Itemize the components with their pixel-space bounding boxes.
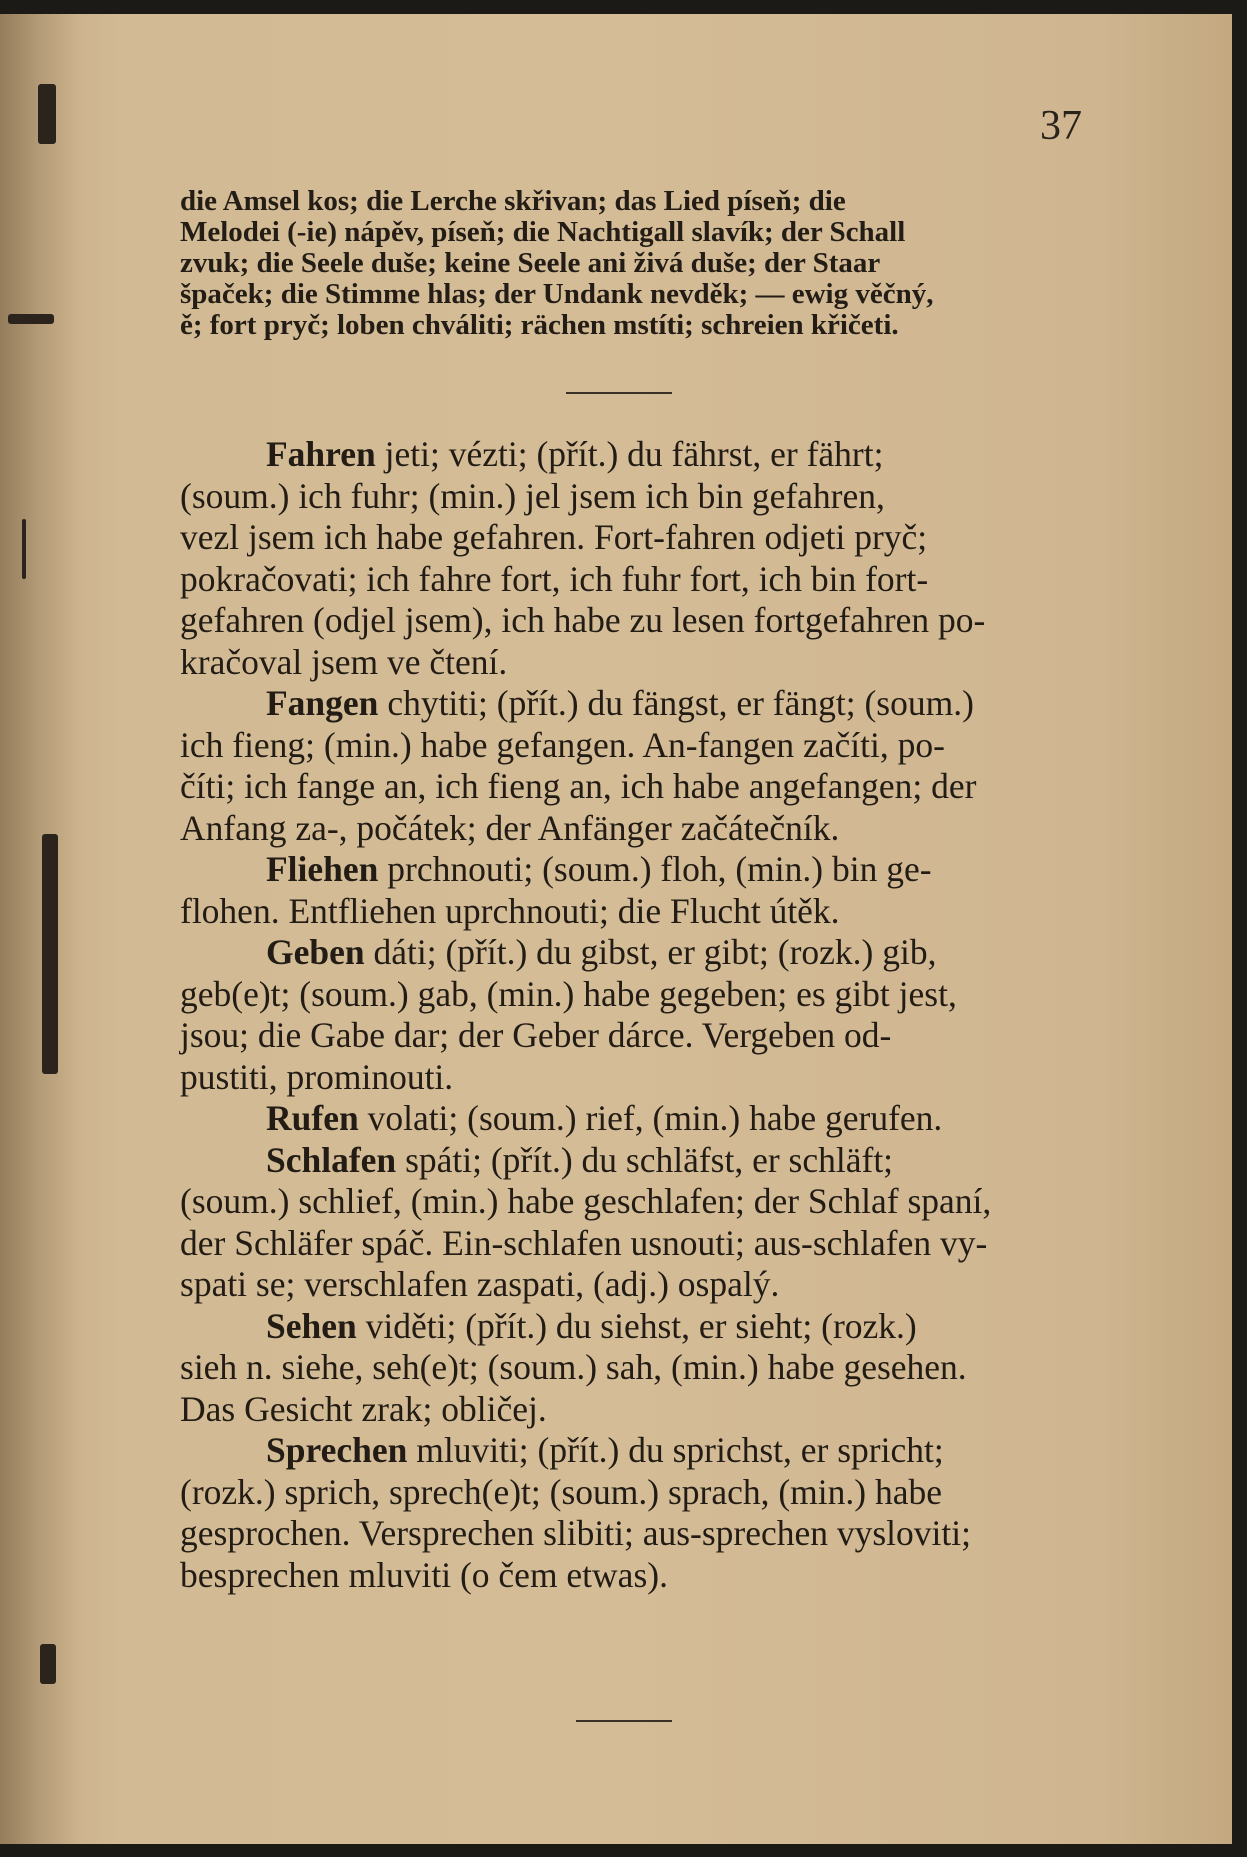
vocabulary-line: Melodei (-ie) nápěv, píseň; die Nachtigall slavík; der Schall [180, 216, 906, 248]
entry-fliehen: Fliehen prchnouti; (soum.) floh, (min.) bin ge- flohen. Entfliehen uprchnouti; die Flucht útěk. [180, 849, 1090, 932]
dictionary-entries [180, 434, 1090, 1596]
entry-line: flohen. Entfliehen uprchnouti; die Flucht útěk. [180, 890, 840, 931]
entry-headword: Schlafen [266, 1139, 397, 1180]
entry-headword: Fangen [266, 683, 379, 723]
ink-mark [42, 834, 58, 1074]
entry-headword: Fliehen [266, 849, 379, 889]
ink-mark [22, 519, 26, 579]
entry-sprechen: Sprechen mluviti; (přít.) du sprichst, er spricht; (rozk.) sprich, sprech(e)t; (soum.) sprach, (min.) habe gesprochen. Versprechen slibiti; aus-sprechen vysloviti; besprechen mluviti (o čem etwas). [180, 1430, 1090, 1596]
end-divider [576, 1720, 672, 1722]
entry-line: (rozk.) sprich, sprech(e)t; (soum.) sprach, (min.) habe [180, 1471, 942, 1512]
entry-geben: Geben dáti; (přít.) du gibst, er gibt; (rozk.) gib, geb(e)t; (soum.) gab, (min.) habe gegeben; es gibt jest, jsou; die Gabe dar; der Geber dárce. Vergeben od- pustiti, prominouti. [180, 932, 1090, 1098]
vocabulary-line: špaček; die Stimme hlas; der Undank nevděk; — ewig věčný, [180, 278, 934, 310]
entry-line: geb(e)t; (soum.) gab, (min.) habe gegeben; es gibt jest, [180, 973, 957, 1014]
entry-line: (soum.) ich fuhr; (min.) jel jsem ich bin gefahren, [180, 475, 885, 516]
entry-rufen: Rufen volati; (soum.) rief, (min.) habe gerufen. [266, 1098, 943, 1138]
ink-mark [40, 1644, 56, 1684]
section-divider [566, 392, 672, 394]
entry-line: Anfang za-, počátek; der Anfänger začátečník. [180, 807, 840, 848]
entry-line: gefahren (odjel jsem), ich habe zu lesen fortgefahren po- [180, 600, 986, 640]
entry-line: der Schläfer spáč. Ein-schlafen usnouti; aus-schlafen vy- [180, 1222, 988, 1263]
entry-headword: Geben [266, 932, 365, 972]
entry-line: pokračovati; ich fahre fort, ich fuhr fort, ich bin fort- [180, 558, 929, 599]
entry-schlafen: Schlafen spáti; (přít.) du schläfst, er schläft; (soum.) schlief, (min.) habe geschlafen; der Schlaf spaní, der Schläfer spáč. Ein-schlafen usnouti; aus-schlafen vy- spati se; verschlafen zaspati, (adj.) ospalý. [180, 1140, 1090, 1306]
entry-line: číti; ich fange an, ich fieng an, ich habe angefangen; der [180, 766, 977, 806]
entry-sehen: Sehen viděti; (přít.) du siehst, er sieht; (rozk.) sieh n. siehe, seh(e)t; (soum.) sah, (min.) habe gesehen. Das Gesicht zrak; obličej. [180, 1306, 1090, 1431]
vocabulary-block [180, 186, 1090, 341]
entry-line: sieh n. siehe, seh(e)t; (soum.) sah, (min.) habe gesehen. [180, 1347, 967, 1387]
ink-mark [38, 84, 56, 144]
vocabulary-line: ě; fort pryč; loben chváliti; rächen mstíti; schreien křičeti. [180, 309, 899, 341]
entry-line: (soum.) schlief, (min.) habe geschlafen; der Schlaf spaní, [180, 1181, 992, 1221]
entry-line: kračoval jsem ve čtení. [180, 641, 508, 682]
ink-mark [8, 314, 54, 324]
entry-headword: Fahren [266, 434, 376, 474]
vocabulary-line: die Amsel kos; die Lerche skřivan; das Lied píseň; die [180, 185, 846, 217]
entry-line: gesprochen. Versprechen slibiti; aus-sprechen vysloviti; [180, 1513, 972, 1553]
entry-headword: Sehen [266, 1305, 357, 1346]
page-number: 37 [1040, 103, 1082, 149]
entry-headword: Rufen [266, 1098, 359, 1138]
entry-headword: Sprechen [266, 1430, 408, 1470]
book-page [0, 14, 1232, 1844]
entry-line: Das Gesicht zrak; obličej. [180, 1388, 547, 1429]
vocabulary-line: zvuk; die Seele duše; keine Seele ani živá duše; der Staar [180, 247, 881, 279]
page-binding-shadow [0, 14, 80, 1844]
entry-line: besprechen mluviti (o čem etwas). [180, 1554, 668, 1595]
entry-line: vezl jsem ich habe gefahren. Fort-fahren odjeti pryč; [180, 517, 928, 557]
entry-fahren: Fahren jeti; vézti; (přít.) du fährst, er fährt; (soum.) ich fuhr; (min.) jel jsem ich bin gefahren, vezl jsem ich habe gefahren. Fort-fahren odjeti pryč; pokračovati; ich fahre fort, ich fuhr fort, ich bin fort- gefahren (odjel jsem), ich habe zu lesen fortgefahren po- kračoval jsem ve čtení. [180, 434, 1090, 683]
entry-line: spati se; verschlafen zaspati, (adj.) ospalý. [180, 1264, 780, 1304]
entry-line: ich fieng; (min.) habe gefangen. An-fangen začíti, po- [180, 724, 945, 765]
entry-line: pustiti, prominouti. [180, 1056, 454, 1097]
entry-line: jsou; die Gabe dar; der Geber dárce. Vergeben od- [180, 1015, 892, 1055]
entry-fangen: Fangen chytiti; (přít.) du fängst, er fängt; (soum.) ich fieng; (min.) habe gefangen. An-fangen začíti, po- číti; ich fange an, ich fieng an, ich habe angefangen; der Anfang za-, počátek; der Anfänger začátečník. [180, 683, 1090, 849]
